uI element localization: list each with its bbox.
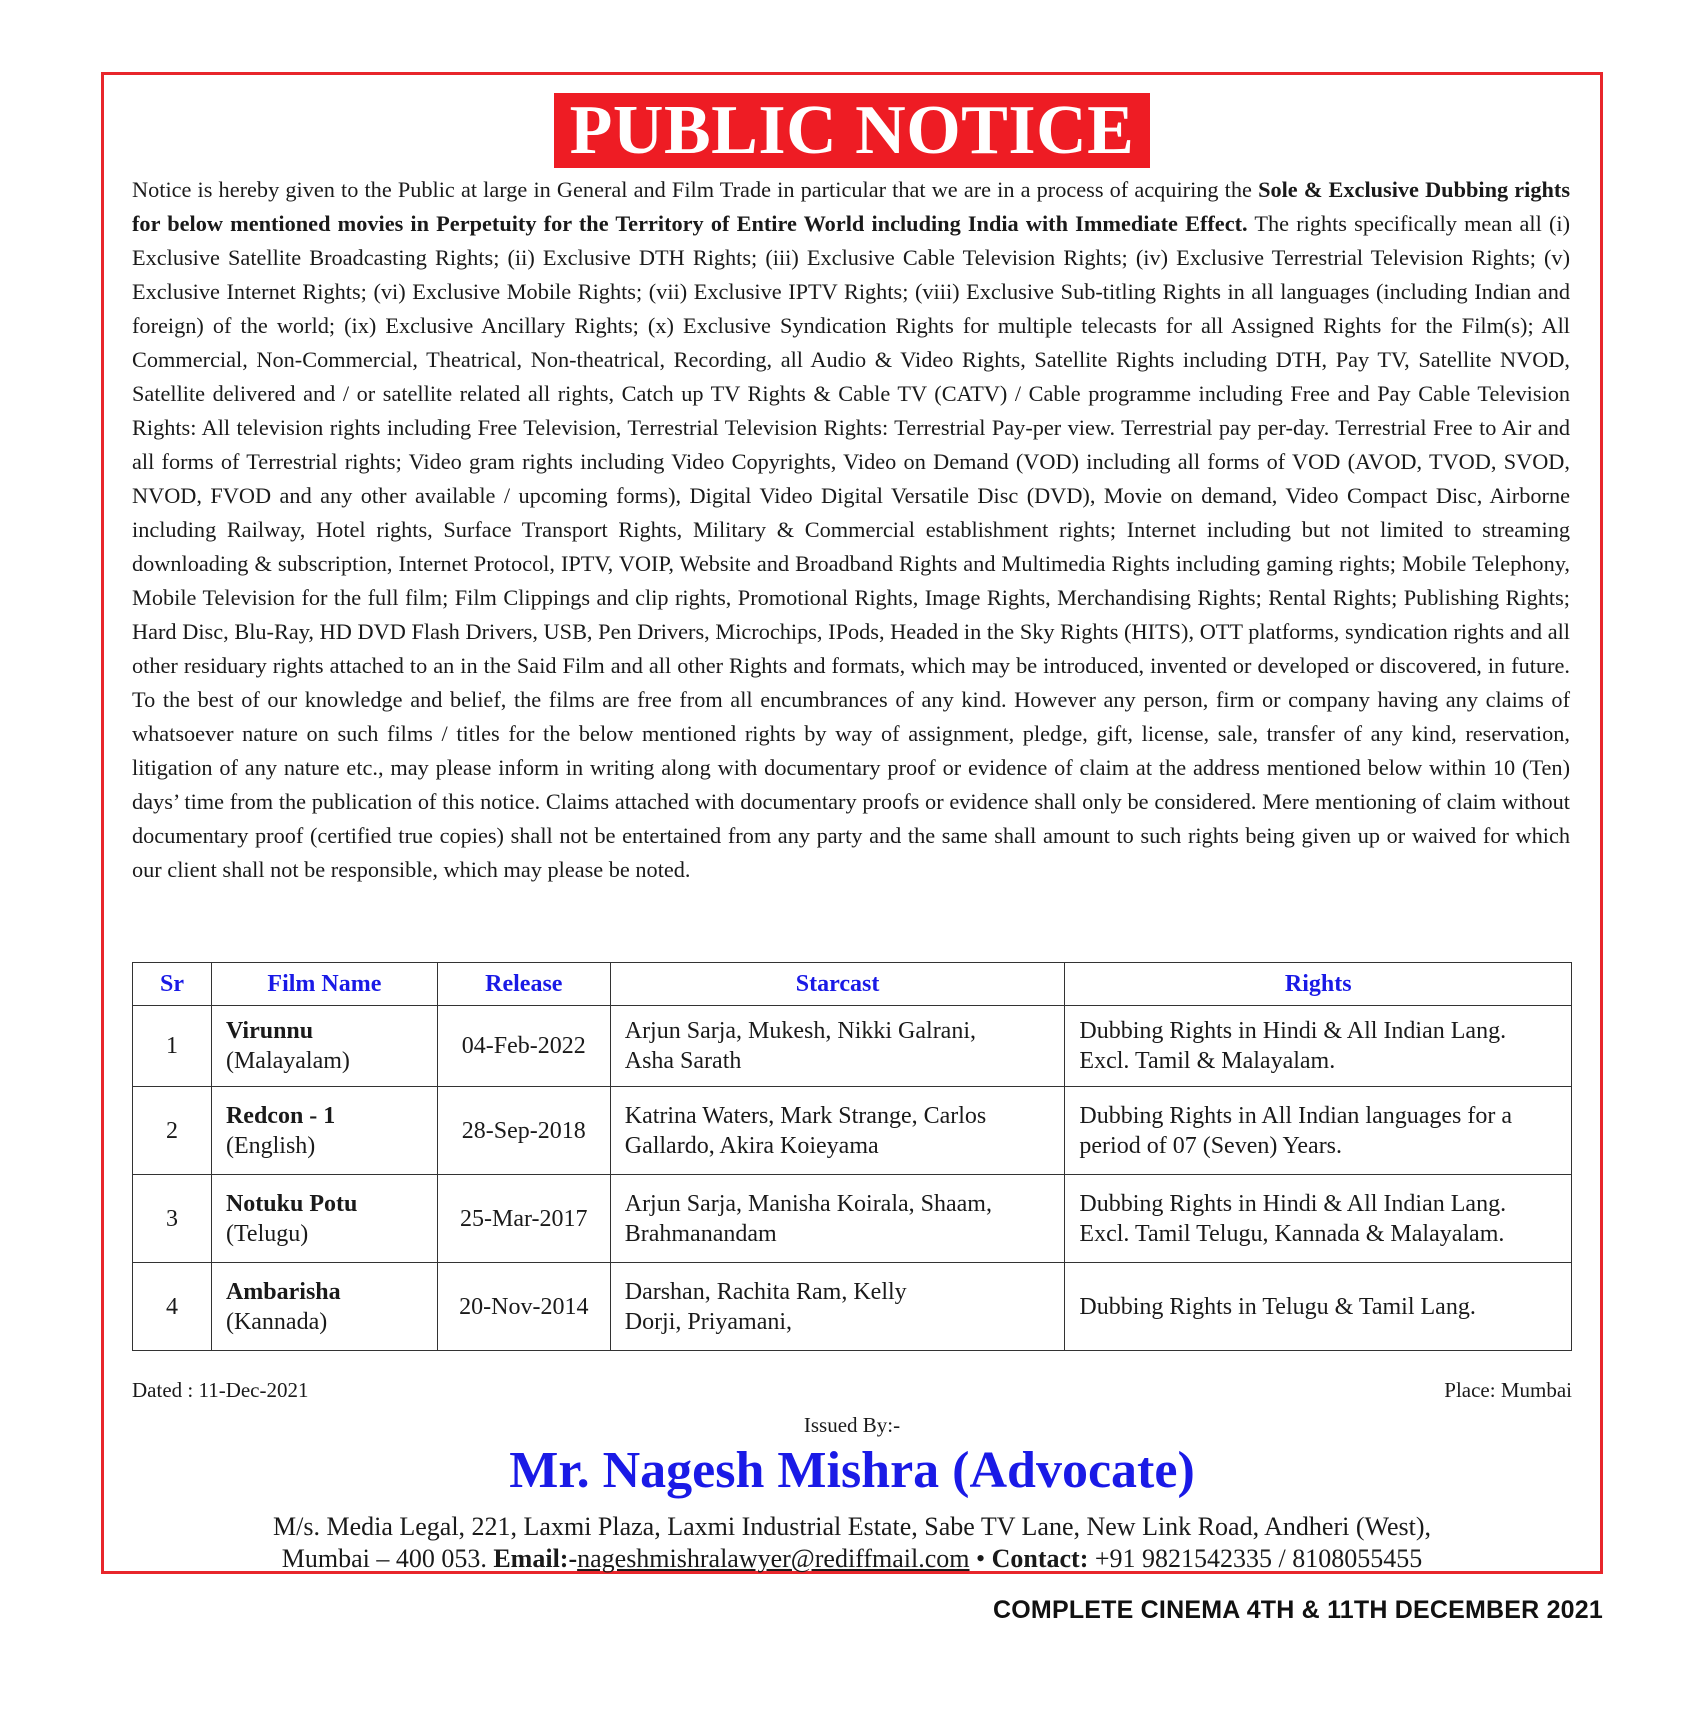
starcast-line: Gallardo, Akira Koieyama [624, 1132, 879, 1159]
starcast-line: Brahmanandam [624, 1220, 777, 1247]
dated-text: Dated : 11-Dec-2021 [132, 1378, 309, 1402]
advocate-name: Mr. Nagesh Mishra (Advocate) [509, 1442, 1195, 1499]
contact-label: Contact: [991, 1544, 1089, 1573]
address-contact-line [104, 1543, 1600, 1575]
film-language: (English) [225, 1132, 316, 1159]
film-language: (Kannada) [225, 1308, 328, 1335]
cell-release: 28-Sep-2018 [437, 1087, 610, 1175]
publication-footer: COMPLETE CINEMA 4TH & 11TH DECEMBER 2021 [993, 1596, 1603, 1624]
email-label: Email:- [493, 1544, 578, 1573]
table-row [133, 1087, 1572, 1175]
cell-rights [1065, 1006, 1572, 1087]
cell-sr: 1 [133, 1006, 212, 1087]
address-block [104, 1511, 1600, 1575]
contact-numbers: +91 9821542335 / 8108055455 [1088, 1544, 1423, 1573]
separator-bullet: • [969, 1544, 992, 1573]
header-release: Release [437, 963, 610, 1006]
film-language: (Malayalam) [225, 1048, 350, 1074]
rights-line: Excl. Tamil & Malayalam. [1079, 1048, 1336, 1074]
cell-starcast [610, 1087, 1065, 1175]
address-line: M/s. Media Legal, 221, Laxmi Plaza, Laxmi Industrial Estate, Sabe TV Lane, New Link Road, Andheri (West), [272, 1512, 1431, 1541]
cell-rights [1065, 1087, 1572, 1175]
table-row [133, 1006, 1572, 1087]
film-name: Notuku Potu [225, 1190, 358, 1217]
table-header-row [133, 963, 1572, 1006]
cell-film [211, 1087, 437, 1175]
starcast-line: Arjun Sarja, Mukesh, Nikki Galrani, [624, 1018, 977, 1044]
cell-release: 20-Nov-2014 [437, 1263, 610, 1351]
cell-film [211, 1263, 437, 1351]
header-rights: Rights [1065, 963, 1572, 1006]
notice-frame [101, 72, 1603, 1574]
notice-rest: The rights specifically mean all (i) Exclusive Satellite Broadcasting Rights; (ii) Exclusive DTH Rights; (iii) Exclusive Cable Television Rights; (iv) Exclusive Terrestrial Television Rights; (v) Exclusive Internet Rights; (vi) Exclusive Mobile Rights; (vii) Exclusive IPTV Rights; (viii) Exclusive Sub-titling Rights in all languages (including Indian and foreign) of the world; (ix) Exclusive Ancillary Rights; (x) Exclusive Syndication Rights for multiple telecasts for all Assigned Rights for the Film(s); All Commercial, Non-Commercial, Theatrical, Non-theatrical, Recording, all Audio & Video Rights, Satellite Rights including DTH, Pay TV, Satellite NVOD, Satellite delivered and / or satellite related all rights, Catch up TV Rights & Cable TV (CATV) / Cable programme including Free and Pay Cable Television Rights: All television rights including Free Television, Terrestrial Television Rights: Terrestrial Pay-per view. Terrestrial pay per-day. Terrestrial Free to Air and all forms of Terrestrial rights; Video gram rights including Video Copyrights, Video on Demand (VOD) including all forms of VOD (AVOD, TVOD, SVOD, NVOD, FVOD and any other available / upcoming forms), Digital Video Digital Versatile Disc (DVD), Movie on demand, Video Compact Disc, Airborne including Railway, Hotel rights, Surface Transport Rights, Military & Commercial establishment rights; Internet including but not limited to streaming downloading & subscription, Internet Protocol, IPTV, VOIP, Website and Broadband Rights and Multimedia Rights including gaming rights; Mobile Telephony, Mobile Television for the full film; Film Clippings and clip rights, Promotional Rights, Image Rights, Merchandising Rights; Rental Rights; Publishing Rights; Hard Disc, Blu-Ray, HD DVD Flash Drivers, USB, Pen Drivers, Microchips, IPods, Headed in the Sky Rights (HITS), OTT platforms, syndication rights and all other residuary rights attached to an in the Said Film and all other Rights and formats, which may be introduced, invented or developed or discovered, in future. To the best of our knowledge and belief, the films are free from all encumbrances of any kind. However any person, firm or company having any claims of whatsoever nature on such films / titles for the below mentioned rights by way of assignment, pledge, gift, license, sale, transfer of any kind, reservation, litigation of any nature etc., may please inform in writing along with documentary proof or evidence of claim at the address mentioned below within 10 (Ten) days’ time from the publication of this notice. Claims attached with documentary proofs or evidence shall only be considered. Mere mentioning of claim without documentary proof (certified true copies) shall not be entertained from any party and the same shall amount to such rights being given up or waived for which our client shall not be responsible, which may please be noted. [132, 211, 1571, 882]
header-starcast: Starcast [610, 963, 1065, 1006]
starcast-line: Asha Sarath [624, 1048, 742, 1074]
header-sr: Sr [133, 963, 212, 1006]
rights-line: Dubbing Rights in All Indian languages for a [1079, 1102, 1513, 1129]
cell-sr: 2 [133, 1087, 212, 1175]
place-text: Place: Mumbai [1444, 1378, 1572, 1402]
starcast-line: Dorji, Priyamani, [624, 1308, 793, 1335]
address-city: Mumbai – 400 053. [281, 1544, 494, 1573]
cell-rights [1065, 1263, 1572, 1351]
film-name: Ambarisha [225, 1278, 341, 1305]
rights-line: Excl. Tamil Telugu, Kannada & Malayalam. [1079, 1220, 1505, 1247]
starcast-line: Darshan, Rachita Ram, Kelly [624, 1278, 907, 1305]
cell-sr: 4 [133, 1263, 212, 1351]
table-row [133, 1263, 1572, 1351]
cell-release: 25-Mar-2017 [437, 1175, 610, 1263]
cell-sr: 3 [133, 1175, 212, 1263]
cell-starcast [610, 1263, 1065, 1351]
cell-starcast [610, 1006, 1065, 1087]
rights-line: Dubbing Rights in Telugu & Tamil Lang. [1079, 1293, 1476, 1320]
email-link[interactable]: nageshmishralawyer@rediffmail.com [577, 1544, 970, 1573]
film-name: Virunnu [225, 1018, 314, 1044]
cell-film [211, 1175, 437, 1263]
notice-bold: Sole & Exclusive Dubbing rights for below mentioned movies in Perpetuity for the Territory of Entire World including India with Immediate Effect. [132, 177, 1571, 236]
cell-starcast [610, 1175, 1065, 1263]
film-name: Redcon - 1 [225, 1102, 336, 1129]
starcast-line: Arjun Sarja, Manisha Koirala, Shaam, [624, 1190, 992, 1217]
table-row [133, 1175, 1572, 1263]
rights-line: Dubbing Rights in Hindi & All Indian Lang. [1079, 1018, 1507, 1044]
film-language: (Telugu) [225, 1220, 309, 1247]
cell-rights [1065, 1175, 1572, 1263]
notice-intro: Notice is hereby given to the Public at large in General and Film Trade in particular that we are in a process of acquiring the [132, 177, 1259, 202]
notice-body [132, 173, 1570, 887]
rights-line: period of 07 (Seven) Years. [1079, 1132, 1343, 1159]
header-film-name: Film Name [211, 963, 437, 1006]
cell-release: 04-Feb-2022 [437, 1006, 610, 1087]
notice-title: PUBLIC NOTICE [554, 93, 1151, 168]
rights-line: Dubbing Rights in Hindi & All Indian Lang. [1079, 1190, 1507, 1217]
cell-film [211, 1006, 437, 1087]
starcast-line: Katrina Waters, Mark Strange, Carlos [624, 1102, 987, 1129]
films-table [132, 962, 1572, 1351]
issued-by-label: Issued By:- [803, 1413, 901, 1437]
